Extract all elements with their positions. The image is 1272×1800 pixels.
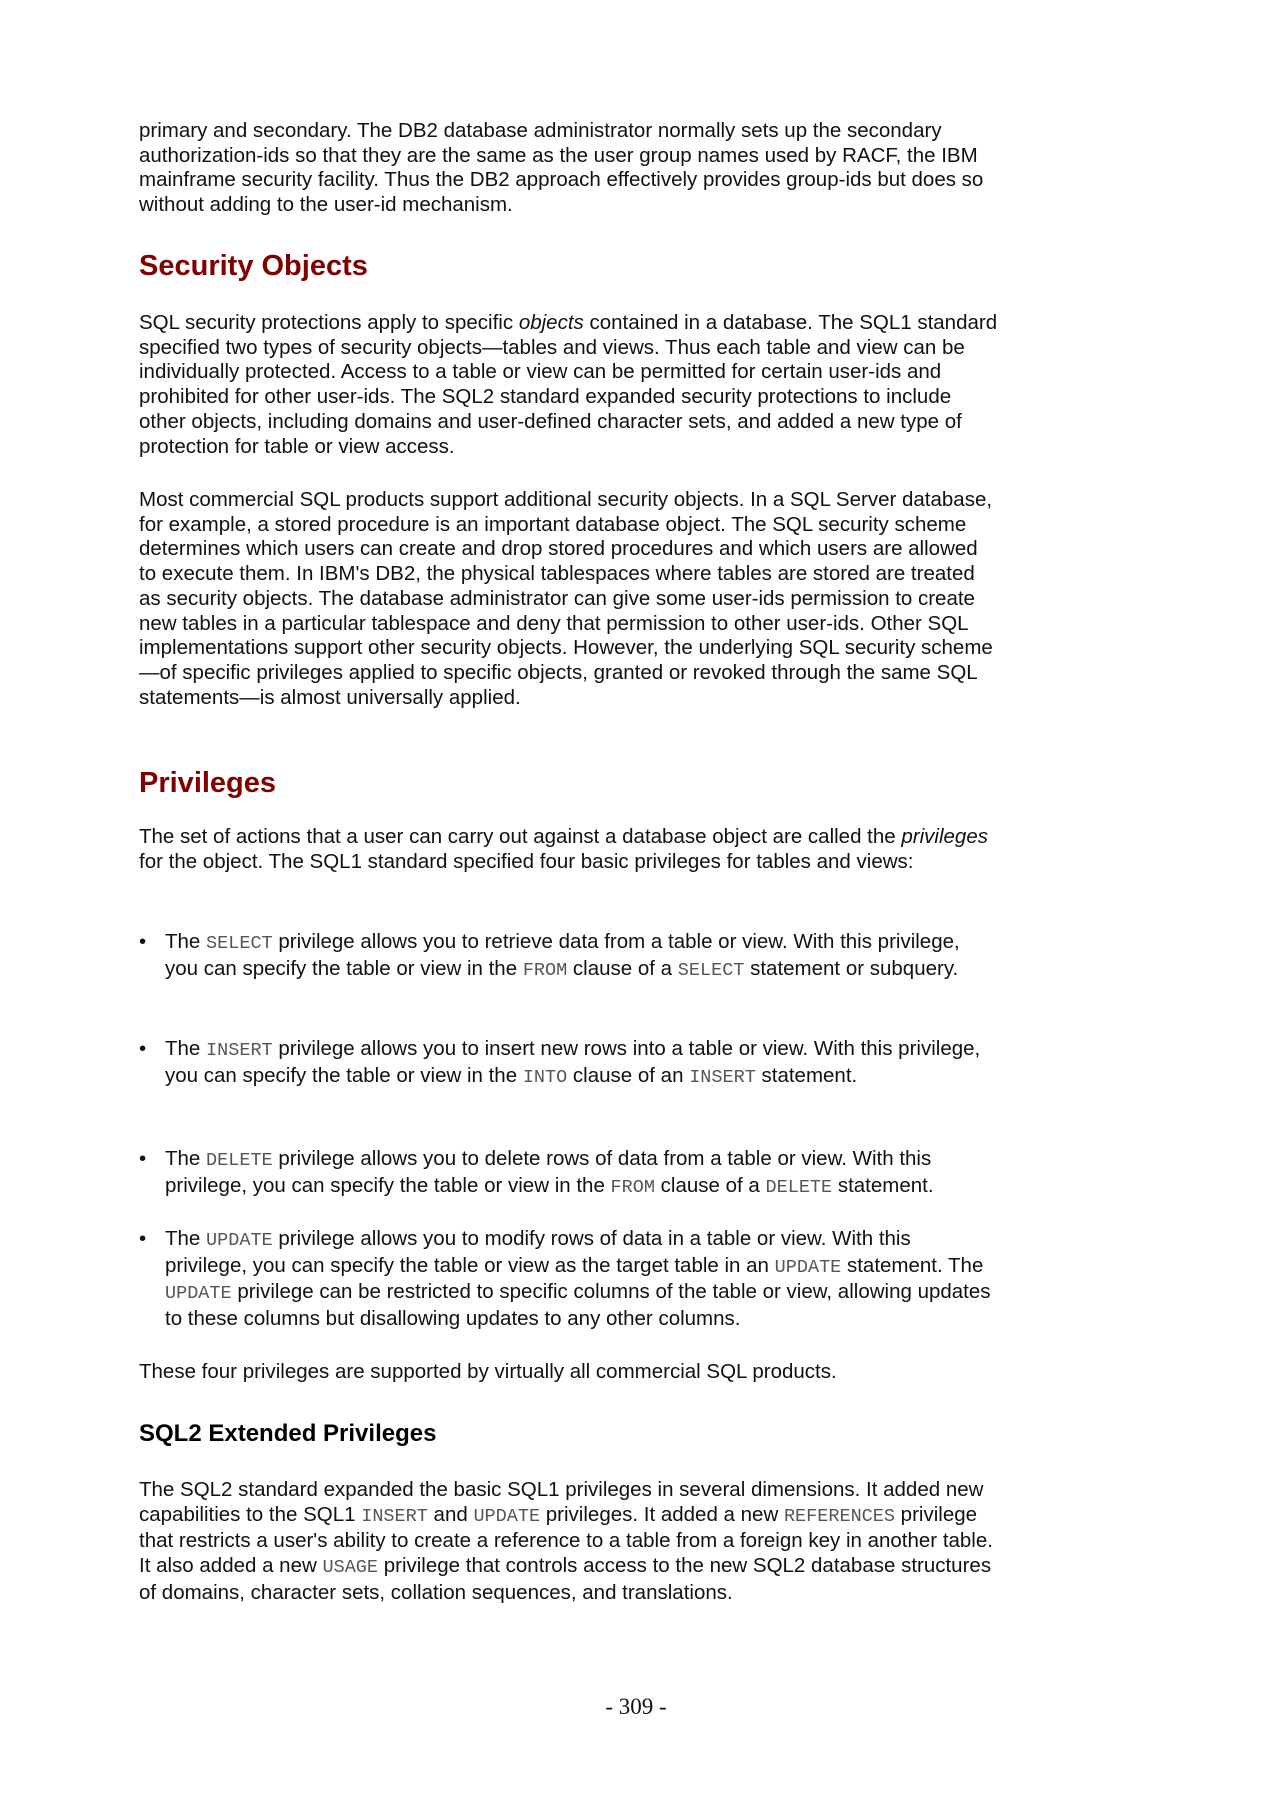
intro-paragraph: primary and secondary. The DB2 database administrator normally sets up the secondary authorization-ids so that they are the same as the user group names used by RACF, the IBM mainframe security facility. Thus the DB2 approach effectively provides group-ids but does so without adding to the user-id mechanism. (139, 119, 984, 217)
emphasis-objects: objects (518, 311, 584, 334)
bullet-icon: • (139, 1037, 147, 1060)
subsection-heading-sql2-extended-privileges: SQL2 Extended Privileges (139, 1420, 437, 1447)
text: statement. (832, 1173, 934, 1197)
text: The (165, 1147, 207, 1170)
text: privilege allows you to modify rows of data in a table or view. With this privilege, you can specify the table or view as the target table in an (165, 1227, 911, 1277)
text: The set of actions that a user can carry out against a database object are called the (139, 825, 902, 848)
text: The (165, 1227, 207, 1250)
section-heading-security-objects: Security Objects (139, 250, 368, 282)
code-usage: USAGE (322, 1557, 379, 1579)
text: and (427, 1502, 474, 1526)
code-select: SELECT (206, 933, 273, 954)
code-into: INTO (522, 1066, 568, 1088)
list-item-text (165, 930, 995, 983)
code-delete: DELETE (206, 1150, 273, 1171)
code-delete: DELETE (765, 1176, 833, 1198)
code-references: REFERENCES (783, 1505, 895, 1527)
text: The (165, 1037, 207, 1060)
text: privilege allows you to insert new rows into a table or view. With this privilege, you can specify the table or view in the (165, 1037, 981, 1087)
privileges-intro-paragraph (139, 825, 999, 874)
sql2-extended-paragraph (139, 1478, 999, 1606)
text: privilege allows you to retrieve data from a table or view. With this privilege, you can specify the table or view in the (165, 930, 960, 980)
list-item-text (165, 1227, 995, 1332)
text: privileges. It added a new (540, 1502, 784, 1526)
bullet-icon: • (139, 1147, 147, 1170)
page-number: - 309 - (605, 1694, 667, 1719)
text: SQL security protections apply to specific (139, 311, 519, 334)
text: clause of an (567, 1063, 690, 1087)
text: privilege can be restricted to specific columns of the table or view, allowing updates to these columns but disallowing updates to any other columns. (165, 1280, 991, 1331)
bullet-icon: • (139, 930, 147, 953)
list-item-text (165, 1147, 995, 1200)
text: clause of a (654, 1173, 766, 1197)
code-insert: INSERT (689, 1066, 756, 1088)
text: for the object. The SQL1 standard specified four basic privileges for tables and views: (139, 849, 914, 873)
text: The SQL2 standard expanded the basic SQL1 privileges in several dimensions. It added new capabilities to the SQL1 (139, 1478, 984, 1526)
security-objects-paragraph-1 (139, 311, 999, 459)
security-objects-paragraph-2: Most commercial SQL products support additional security objects. In a SQL Server database, for example, a stored procedure is an important database object. The SQL security scheme determines which users can create and drop stored procedures and which users are allowed to execute them. In IBM's DB2, the physical tablespaces where tables are stored are treated as security objects. The database administrator can give some user-ids permission to create new tables in a particular tablespace and deny that permission to other user-ids. Other SQL implementations support other security objects. However, the underlying SQL security scheme—of specific privileges applied to specific objects, granted or revoked through the same SQL statements—is almost universally applied. (139, 488, 993, 709)
text: The (165, 930, 207, 953)
text: contained in a database. The SQL1 standard specified two types of security objects—tables and views. Thus each table and view can be individually protected. Access to a table or view can be permitted for certain user-ids and prohibited for other user-ids. The SQL2 standard expanded security protections to include other objects, including domains and user-defined character sets, and added a new type of protection for table or view access. (139, 311, 998, 458)
text: statement or subquery. (744, 956, 959, 980)
code-select: SELECT (677, 959, 745, 981)
code-from: FROM (610, 1176, 655, 1198)
bullet-icon: • (139, 1227, 147, 1250)
privileges-summary: These four privileges are supported by virtually all commercial SQL products. (139, 1360, 837, 1383)
code-update: UPDATE (165, 1283, 232, 1305)
code-insert: INSERT (206, 1040, 273, 1061)
text: privilege allows you to delete rows of data from a table or view. With this privilege, you can specify the table or view in the (165, 1147, 932, 1197)
list-item-text (165, 1037, 995, 1090)
code-update: UPDATE (774, 1256, 842, 1278)
text: privilege that restricts a user's ability to create a reference to a table from a foreign key in another table. It also added a new (139, 1502, 993, 1578)
text: statement. The (841, 1253, 984, 1277)
code-update: UPDATE (206, 1230, 273, 1251)
text: clause of a (567, 956, 678, 980)
text: statement. (755, 1063, 858, 1087)
code-update: UPDATE (473, 1505, 541, 1527)
section-heading-privileges: Privileges (139, 767, 277, 799)
code-insert: INSERT (361, 1505, 428, 1527)
text: privilege that controls access to the new SQL2 database structures of domains, character sets, collation sequences, and translations. (139, 1554, 992, 1604)
code-from: FROM (522, 959, 568, 981)
emphasis-privileges: privileges (901, 825, 988, 848)
